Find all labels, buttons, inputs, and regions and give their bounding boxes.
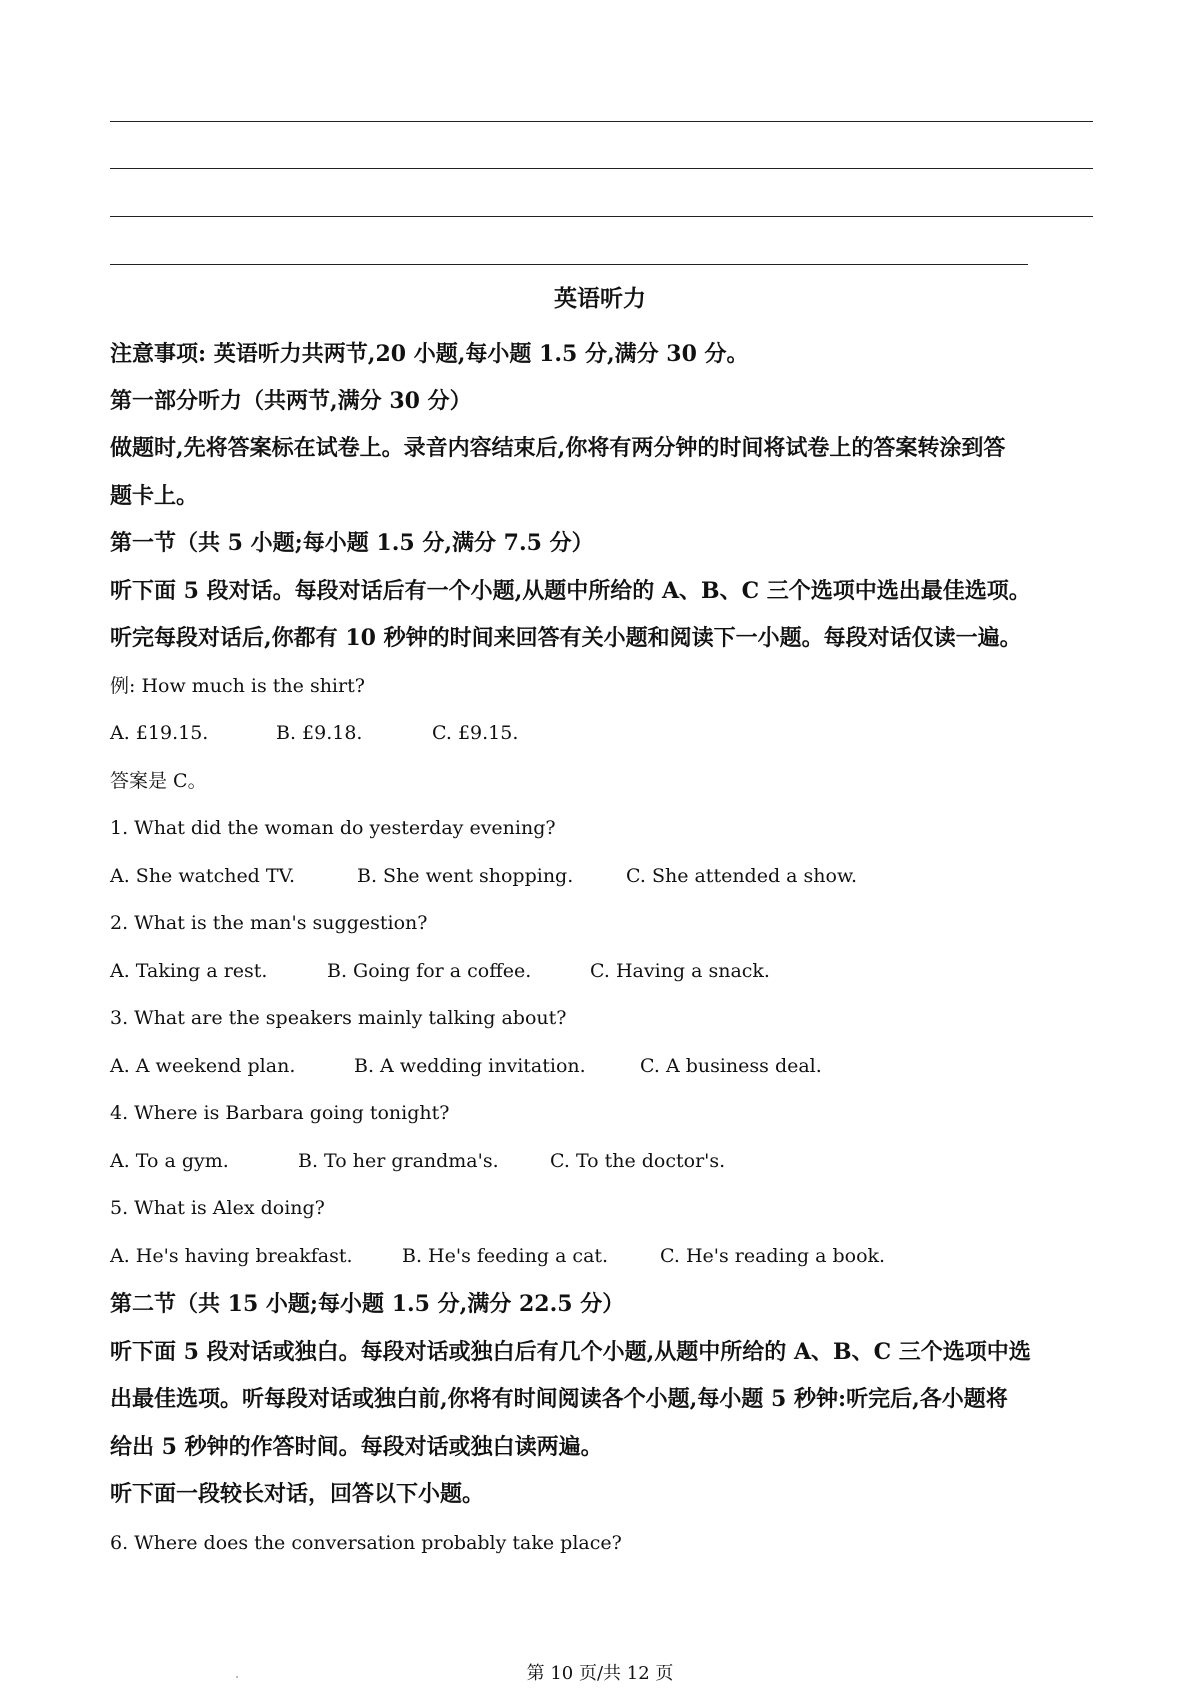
question-1-option-a: A. She watched TV.	[110, 865, 295, 887]
question-3-option-a: A. A weekend plan.	[110, 1055, 296, 1077]
question-6: 6. Where does the conversation probably take place?	[110, 1532, 622, 1554]
section1-heading: 第一节（共 5 小题;每小题 1.5 分,满分 7.5 分）	[110, 530, 594, 556]
example-answer: 答案是 C。	[110, 770, 207, 792]
section2-instruction-line: 听下面 5 段对话或独白。每段对话或独白后有几个小题,从题中所给的 A、B、C 三个选项中选	[110, 1339, 1031, 1365]
question-4: 4. Where is Barbara going tonight?	[110, 1102, 450, 1124]
answer-line	[110, 121, 1093, 122]
question-5: 5. What is Alex doing?	[110, 1197, 325, 1219]
question-5-option-a: A. He's having breakfast.	[110, 1245, 353, 1267]
question-1: 1. What did the woman do yesterday evening?	[110, 817, 556, 839]
section2-heading: 第二节（共 15 小题;每小题 1.5 分,满分 22.5 分）	[110, 1291, 625, 1317]
question-2-option-b: B. Going for a coffee.	[327, 960, 532, 982]
question-3-option-c: C. A business deal.	[640, 1055, 822, 1077]
question-3: 3. What are the speakers mainly talking about?	[110, 1007, 567, 1029]
section1-instruction-line: 听下面 5 段对话。每段对话后有一个小题,从题中所给的 A、B、C 三个选项中选出最佳选项。	[110, 578, 1031, 604]
example-option-c: C. £9.15.	[432, 722, 519, 744]
question-4-option-b: B. To her grandma's.	[298, 1150, 499, 1172]
answer-line	[110, 264, 1028, 265]
question-3-option-b: B. A wedding invitation.	[354, 1055, 586, 1077]
section-title: 英语听力	[554, 285, 646, 312]
question-4-option-a: A. To a gym.	[110, 1150, 229, 1172]
question-1-option-b: B. She went shopping.	[357, 865, 574, 887]
example-option-a: A. £19.15.	[110, 722, 209, 744]
section2-prompt: 听下面一段较长对话，回答以下小题。	[110, 1481, 485, 1507]
part1-heading: 第一部分听力（共两节,满分 30 分）	[110, 388, 472, 414]
section1-instruction-line: 听完每段对话后,你都有 10 秒钟的时间来回答有关小题和阅读下一小题。每段对话仅读一遍。	[110, 625, 1022, 651]
answer-line	[110, 168, 1093, 169]
section2-instruction-line: 给出 5 秒钟的作答时间。每段对话或独白读两遍。	[110, 1434, 603, 1460]
question-2-option-a: A. Taking a rest.	[110, 960, 268, 982]
question-2-option-c: C. Having a snack.	[590, 960, 770, 982]
question-5-option-b: B. He's feeding a cat.	[402, 1245, 609, 1267]
example-question: 例: How much is the shirt?	[110, 675, 365, 697]
question-4-option-c: C. To the doctor's.	[550, 1150, 726, 1172]
question-2: 2. What is the man's suggestion?	[110, 912, 428, 934]
example-option-b: B. £9.18.	[276, 722, 363, 744]
part1-instruction-line: 做题时,先将答案标在试卷上。录音内容结束后,你将有两分钟的时间将试卷上的答案转涂到答	[110, 435, 1006, 461]
answer-line	[110, 216, 1093, 217]
notice: 注意事项: 英语听力共两节,20 小题,每小题 1.5 分,满分 30 分。	[110, 341, 749, 367]
question-1-option-c: C. She attended a show.	[626, 865, 858, 887]
page-footer: 第 10 页/共 12 页	[526, 1663, 674, 1684]
section2-instruction-line: 出最佳选项。听每段对话或独白前,你将有时间阅读各个小题,每小题 5 秒钟:听完后,各小题将	[110, 1386, 1008, 1412]
part1-instruction-line: 题卡上。	[110, 483, 199, 509]
question-5-option-c: C. He's reading a book.	[660, 1245, 886, 1267]
